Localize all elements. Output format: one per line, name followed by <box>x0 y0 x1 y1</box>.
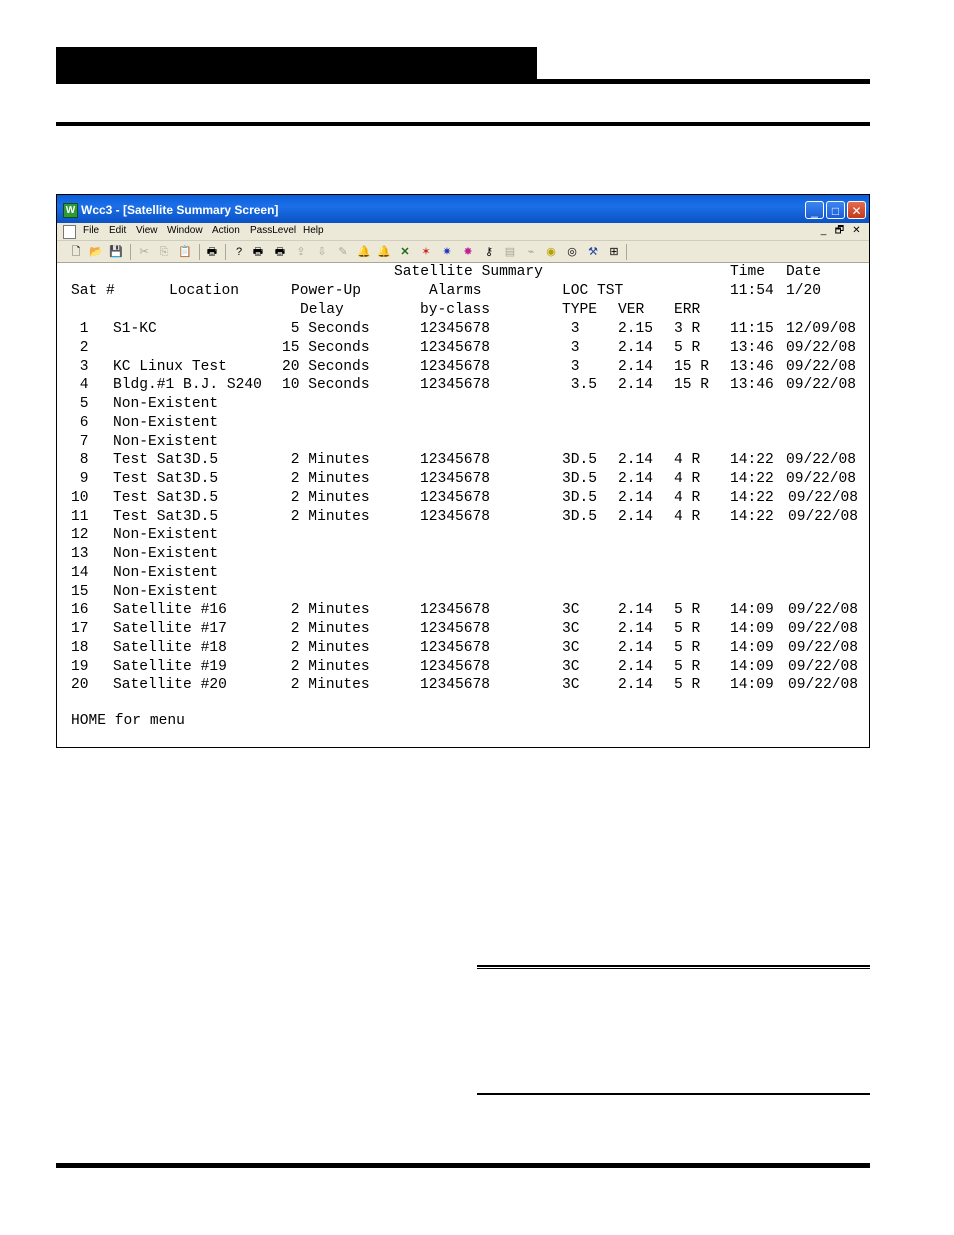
title-bar[interactable] <box>57 195 869 223</box>
cell-location: Non-Existent <box>113 527 219 544</box>
paste-icon[interactable]: 📋 <box>178 246 192 258</box>
header-loctst: LOC TST <box>562 283 624 299</box>
cell-location: KC Linux Test <box>113 358 227 375</box>
app-icon[interactable]: W <box>63 203 78 218</box>
header-time: Time <box>730 264 766 280</box>
cell-time: 13:46 <box>730 377 774 394</box>
cell-type: 3D.5 <box>562 489 598 506</box>
maximize-icon: □ <box>831 204 840 218</box>
toolbar-separator <box>626 244 627 260</box>
header-err: ERR <box>674 302 701 318</box>
copy-icon[interactable]: ⎘ <box>159 246 169 258</box>
cell-date: 09/22/08 <box>788 508 859 525</box>
cell-location: Satellite #20 <box>113 677 227 694</box>
print-alarms-icon[interactable]: 🖶 <box>252 246 264 258</box>
network-icon[interactable]: ⊞ <box>609 246 619 258</box>
edit-icon[interactable]: ✎ <box>338 246 348 258</box>
page-header-rule-2 <box>56 122 870 126</box>
menu-passlevel[interactable]: PassLevel <box>250 225 297 236</box>
cell-time: 14:09 <box>730 621 774 637</box>
cell-version: 2.14 <box>618 677 654 694</box>
cell-sat-num: 16 <box>71 602 89 619</box>
cell-location: Non-Existent <box>113 414 219 431</box>
cell-version: 2.14 <box>618 602 654 619</box>
current-time: 11:54 <box>730 283 774 299</box>
open-icon[interactable]: 📂 <box>89 246 103 258</box>
cell-delay: 2 Minutes <box>290 452 370 469</box>
cell-sat-num: 17 <box>71 621 89 637</box>
cell-sat-num: 14 <box>71 564 89 581</box>
header-byclass: by-class <box>420 302 491 318</box>
minimize-button[interactable] <box>805 201 824 219</box>
toolbar-separator <box>199 244 200 260</box>
cell-sat-num: 13 <box>71 546 89 562</box>
cell-delay: 5 Seconds <box>290 321 370 337</box>
header-alarms: Alarms <box>429 283 482 299</box>
cell-time: 11:15 <box>730 321 774 337</box>
cell-version: 2.14 <box>618 339 654 356</box>
cell-version: 2.14 <box>618 621 654 637</box>
key-icon[interactable]: ⚷ <box>484 246 494 258</box>
menu-file[interactable]: File <box>83 225 100 236</box>
cell-delay: 2 Minutes <box>290 621 370 637</box>
cell-version: 2.14 <box>618 489 654 506</box>
cell-delay: 2 Minutes <box>290 489 370 506</box>
cell-location: Test Sat3D.5 <box>113 489 219 506</box>
cell-date: 12/09/08 <box>786 321 857 337</box>
bell-icon[interactable]: 🔔 <box>357 246 371 258</box>
toolbar <box>57 241 869 263</box>
mdi-close-icon[interactable]: ✕ <box>852 225 861 236</box>
cell-delay: 2 Minutes <box>290 508 370 525</box>
toolbar-separator <box>130 244 131 260</box>
clipboard-icon[interactable]: ▤ <box>504 246 516 258</box>
cell-alarms: 12345678 <box>420 452 491 469</box>
cell-errors: 5 R <box>674 621 701 637</box>
cell-sat-num: 18 <box>71 639 89 656</box>
cell-version: 2.14 <box>618 471 654 487</box>
cell-time: 14:22 <box>730 508 774 525</box>
cell-date: 09/22/08 <box>788 621 859 637</box>
menu-view[interactable]: View <box>136 225 158 236</box>
mdi-minimize-icon[interactable]: _ <box>820 225 827 236</box>
cell-alarms: 12345678 <box>420 339 491 356</box>
cell-sat-num: 11 <box>71 508 89 525</box>
cell-errors: 5 R <box>674 677 701 694</box>
save-icon[interactable]: 💾 <box>109 246 123 258</box>
cell-date: 09/22/08 <box>788 602 859 619</box>
cell-errors: 5 R <box>674 658 701 675</box>
cell-alarms: 12345678 <box>420 377 491 394</box>
cell-delay: 15 Seconds <box>282 339 370 356</box>
cell-sat-num: 12 <box>71 527 89 544</box>
cell-errors: 5 R <box>674 602 701 619</box>
cell-delay: 20 Seconds <box>282 358 370 375</box>
cell-version: 2.14 <box>618 358 654 375</box>
cell-alarms: 12345678 <box>420 658 491 675</box>
page-header-block <box>56 47 537 80</box>
cell-alarms: 12345678 <box>420 489 491 506</box>
header-location: Location <box>169 283 240 299</box>
menu-edit[interactable]: Edit <box>109 225 127 236</box>
document-icon[interactable] <box>63 225 76 239</box>
cell-location: Bldg.#1 B.J. S240 <box>113 377 262 394</box>
app-window <box>56 194 870 748</box>
cell-date: 09/22/08 <box>788 658 859 675</box>
cell-sat-num: 9 <box>79 471 89 487</box>
cell-alarms: 12345678 <box>420 321 491 337</box>
close-button[interactable] <box>847 201 866 219</box>
cell-location: Test Sat3D.5 <box>113 508 219 525</box>
cell-errors: 4 R <box>674 452 701 469</box>
cell-version: 2.14 <box>618 452 654 469</box>
cell-delay: 2 Minutes <box>290 639 370 656</box>
meter-icon[interactable]: ◉ <box>546 246 556 258</box>
cell-type: 3C <box>562 602 580 619</box>
cell-delay: 2 Minutes <box>290 677 370 694</box>
screen-title: Satellite Summary <box>394 264 543 280</box>
current-date: 1/20 <box>786 283 822 299</box>
help-icon[interactable]: ? <box>235 246 243 258</box>
menu-help[interactable]: Help <box>303 225 324 236</box>
cell-alarms: 12345678 <box>420 677 491 694</box>
page-header-rule <box>56 79 870 84</box>
cell-location: S1-KC <box>113 321 157 337</box>
star3-icon[interactable]: ✸ <box>463 246 473 258</box>
cell-errors: 5 R <box>674 639 701 656</box>
window-title: Wcc3 - [Satellite Summary Screen] <box>81 203 279 217</box>
cell-location: Non-Existent <box>113 396 219 412</box>
menu-bar <box>57 223 869 241</box>
cell-location: Satellite #18 <box>113 639 227 656</box>
cell-sat-num: 19 <box>71 658 89 675</box>
cell-errors: 15 R <box>674 358 710 375</box>
toolbar-separator <box>225 244 226 260</box>
cell-type: 3C <box>562 639 580 656</box>
cell-location: Non-Existent <box>113 583 219 600</box>
upload-icon[interactable]: ⇪ <box>296 246 306 258</box>
cell-version: 2.14 <box>618 508 654 525</box>
cell-alarms: 12345678 <box>420 508 491 525</box>
cell-type: 3D.5 <box>562 508 598 525</box>
note-box-top-rule <box>477 965 870 967</box>
header-sat: Sat # <box>71 283 115 299</box>
menu-window[interactable]: Window <box>167 225 203 236</box>
footer-hint: HOME for menu <box>71 713 185 729</box>
star-icon[interactable]: ✶ <box>421 246 431 258</box>
cell-sat-num: 6 <box>79 414 89 431</box>
cell-errors: 4 R <box>674 508 701 525</box>
cell-type: 3D.5 <box>562 452 598 469</box>
terminal-screen[interactable] <box>57 263 869 747</box>
cell-time: 14:22 <box>730 489 774 506</box>
header-powerup: Power-Up <box>291 283 362 299</box>
x-icon[interactable]: ✕ <box>400 246 410 258</box>
cell-time: 14:09 <box>730 677 774 694</box>
cell-time: 14:09 <box>730 658 774 675</box>
cell-time: 14:09 <box>730 602 774 619</box>
cell-sat-num: 7 <box>79 433 89 450</box>
menu-action[interactable]: Action <box>212 225 240 236</box>
cell-type: 3C <box>562 621 580 637</box>
cell-time: 14:22 <box>730 452 774 469</box>
cell-date: 09/22/08 <box>788 489 859 506</box>
cell-alarms: 12345678 <box>420 621 491 637</box>
cell-type: 3 <box>570 321 580 337</box>
cell-time: 14:09 <box>730 639 774 656</box>
minimize-icon: _ <box>811 204 818 218</box>
cell-location: Test Sat3D.5 <box>113 471 219 487</box>
cell-sat-num: 10 <box>71 489 89 506</box>
print-report-icon[interactable]: 🖶 <box>274 246 286 258</box>
maximize-button[interactable] <box>826 201 845 219</box>
cell-delay: 2 Minutes <box>290 658 370 675</box>
cell-errors: 15 R <box>674 377 710 394</box>
cell-type: 3D.5 <box>562 471 598 487</box>
cell-date: 09/22/08 <box>786 339 857 356</box>
cell-sat-num: 20 <box>71 677 89 694</box>
cell-location: Non-Existent <box>113 433 219 450</box>
cell-version: 2.15 <box>618 321 654 337</box>
note-box-bottom-rule <box>477 1093 870 1095</box>
header-type: TYPE <box>562 302 598 318</box>
cell-type: 3C <box>562 658 580 675</box>
close-icon: ✕ <box>851 204 862 218</box>
cell-location: Test Sat3D.5 <box>113 452 219 469</box>
new-icon[interactable]: 🗋 <box>71 246 81 258</box>
cell-errors: 4 R <box>674 489 701 506</box>
cell-version: 2.14 <box>618 658 654 675</box>
print-icon[interactable]: 🖶 <box>206 246 218 258</box>
cell-date: 09/22/08 <box>786 471 857 487</box>
star2-icon[interactable]: ✷ <box>442 246 452 258</box>
bell-ack-icon[interactable]: 🔔 <box>377 246 391 258</box>
cell-type: 3 <box>570 358 580 375</box>
cell-sat-num: 15 <box>71 583 89 600</box>
cell-type: 3.5 <box>570 377 598 394</box>
cell-sat-num: 1 <box>79 321 89 337</box>
cell-location: Satellite #16 <box>113 602 227 619</box>
page-footer-rule <box>56 1163 870 1168</box>
download-icon[interactable]: ⇩ <box>317 246 327 258</box>
cell-errors: 5 R <box>674 339 701 356</box>
target-icon[interactable]: ◎ <box>567 246 577 258</box>
cell-delay: 2 Minutes <box>290 602 370 619</box>
cell-version: 2.14 <box>618 639 654 656</box>
cell-time: 13:46 <box>730 358 774 375</box>
cell-date: 09/22/08 <box>786 358 857 375</box>
cell-sat-num: 3 <box>79 358 89 375</box>
tools-icon[interactable]: ⚒ <box>588 246 598 258</box>
cell-delay: 2 Minutes <box>290 471 370 487</box>
cell-alarms: 12345678 <box>420 602 491 619</box>
cell-errors: 4 R <box>674 471 701 487</box>
cell-sat-num: 2 <box>79 339 89 356</box>
header-delay: Delay <box>300 302 344 318</box>
cell-errors: 3 R <box>674 321 701 337</box>
header-date: Date <box>786 264 822 280</box>
cell-type: 3 <box>570 339 580 356</box>
graph-icon[interactable]: ⌁ <box>527 246 535 258</box>
cell-date: 09/22/08 <box>786 452 857 469</box>
cell-location: Non-Existent <box>113 564 219 581</box>
cell-sat-num: 8 <box>79 452 89 469</box>
cell-date: 09/22/08 <box>788 639 859 656</box>
mdi-restore-icon[interactable]: 🗗 <box>834 225 845 236</box>
cell-alarms: 12345678 <box>420 358 491 375</box>
cell-version: 2.14 <box>618 377 654 394</box>
cell-alarms: 12345678 <box>420 471 491 487</box>
cut-icon[interactable]: ✂ <box>139 246 149 258</box>
cell-type: 3C <box>562 677 580 694</box>
cell-location: Non-Existent <box>113 546 219 562</box>
cell-alarms: 12345678 <box>420 639 491 656</box>
header-ver: VER <box>618 302 645 318</box>
note-box-top-rule-2 <box>477 968 870 969</box>
cell-time: 13:46 <box>730 339 774 356</box>
cell-sat-num: 5 <box>79 396 89 412</box>
cell-time: 14:22 <box>730 471 774 487</box>
cell-delay: 10 Seconds <box>282 377 370 394</box>
cell-location: Satellite #17 <box>113 621 227 637</box>
cell-location: Satellite #19 <box>113 658 227 675</box>
cell-date: 09/22/08 <box>788 677 859 694</box>
cell-sat-num: 4 <box>79 377 89 394</box>
cell-date: 09/22/08 <box>786 377 857 394</box>
